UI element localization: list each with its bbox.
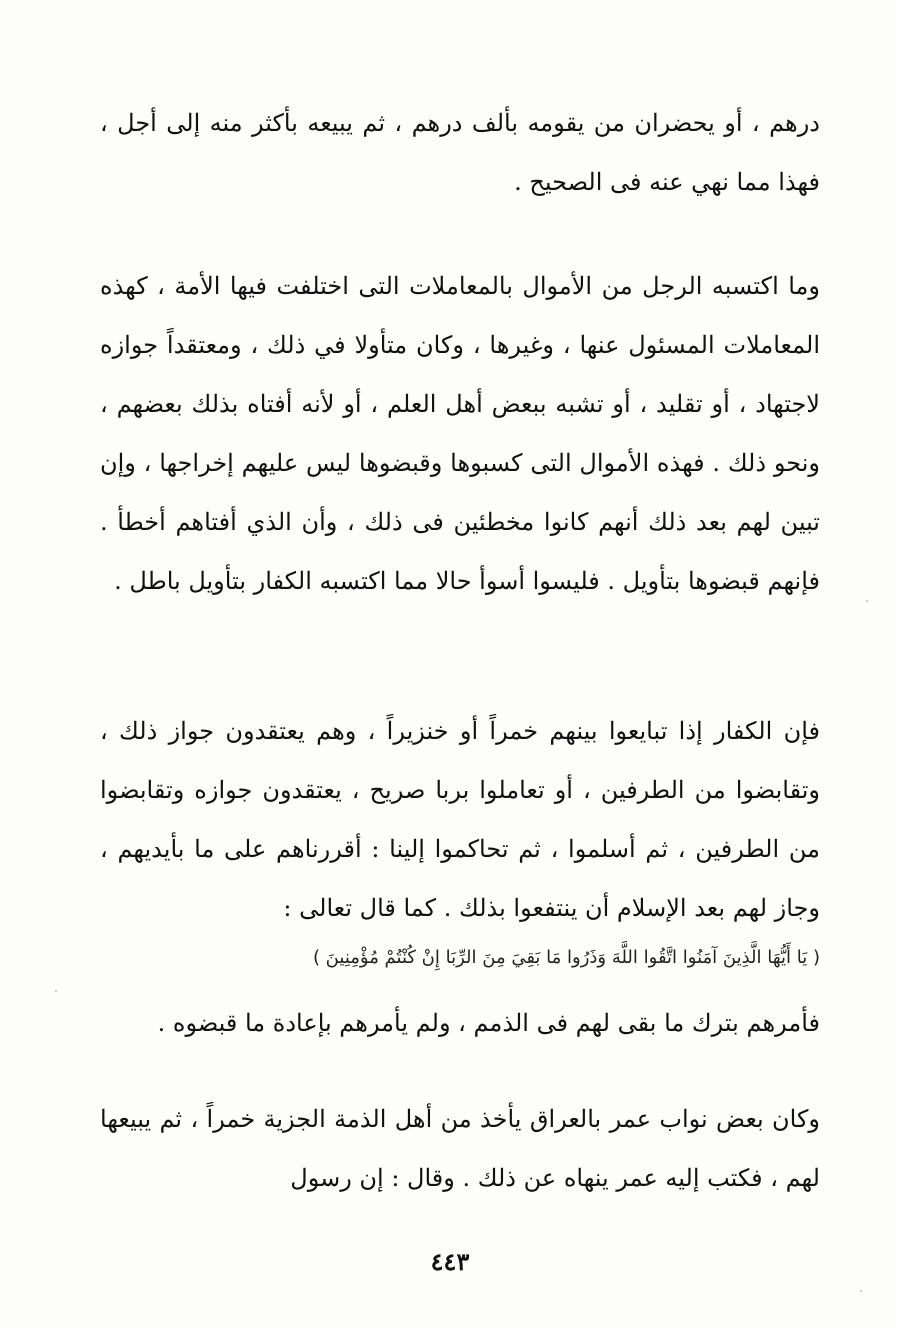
scan-speck xyxy=(55,990,57,992)
paragraph-3: فإن الكفار إذا تبايعوا بينهم خمراً أو خنزيراً ، وهم يعتقدون جواز ذلك ، وتقابضوا من الطرفين ، أو تعاملوا بربا صريح ، يعتقدون جوازه وتقابضوا من الطرفين ، ثم أسلموا ، ثم تحاكموا إلينا : أقررناهم على ما بأيديهم ، وجاز لهم بعد الإسلام أن ينتفعوا بذلك . كما قال تعالى : xyxy=(100,717,820,922)
paragraph-4: فأمرهم بترك ما بقى لهم فى الذمم ، ولم يأمرهم بإعادة ما قبضوه . xyxy=(157,1009,820,1037)
quran-verse: ( يَا أَيُّهَا الَّذِينَ آمَنُوا اتَّقُوا اللَّهَ وَذَرُوا مَا بَقِيَ مِنَ الرِّبَا إِنْ كُنْتُمْ مُؤْمِنِينَ ) xyxy=(312,947,820,968)
scan-speck xyxy=(860,1290,862,1292)
paragraph-1: درهم ، أو يحضران من يقومه بألف درهم ، ثم يبيعه بأكثر منه إلى أجل ، فهذا مما نهي عنه فى الصحيح . xyxy=(100,109,820,196)
page-number: ٤٤٣ xyxy=(430,1247,470,1276)
scan-speck xyxy=(866,600,868,602)
paragraph-2: وما اكتسبه الرجل من الأموال بالمعاملات التى اختلفت فيها الأمة ، كهذه المعاملات المسئول عنها ، وغيرها ، وكان متأولا في ذلك ، ومعتقداً جوازه لاجتهاد ، أو تقليد ، أو تشبه ببعض أهل العلم ، أو لأنه أفتاه بذلك بعضهم ، ونحو ذلك . فهذه الأموال التى كسبوها وقبضوها ليس عليهم إخراجها ، وإن تبين لهم بعد ذلك أنهم كانوا مخطئين فى ذلك ، وأن الذي أفتاهم أخطأ . فإنهم قبضوها بتأويل . فليسوا أسوأ حالا مما اكتسبه الكفار بتأويل باطل . xyxy=(100,272,820,595)
paragraph-5: وكان بعض نواب عمر بالعراق يأخذ من أهل الذمة الجزية خمراً ، ثم يبيعها لهم ، فكتب إليه عمر ينهاه عن ذلك . وقال : إن رسول xyxy=(100,1105,820,1192)
